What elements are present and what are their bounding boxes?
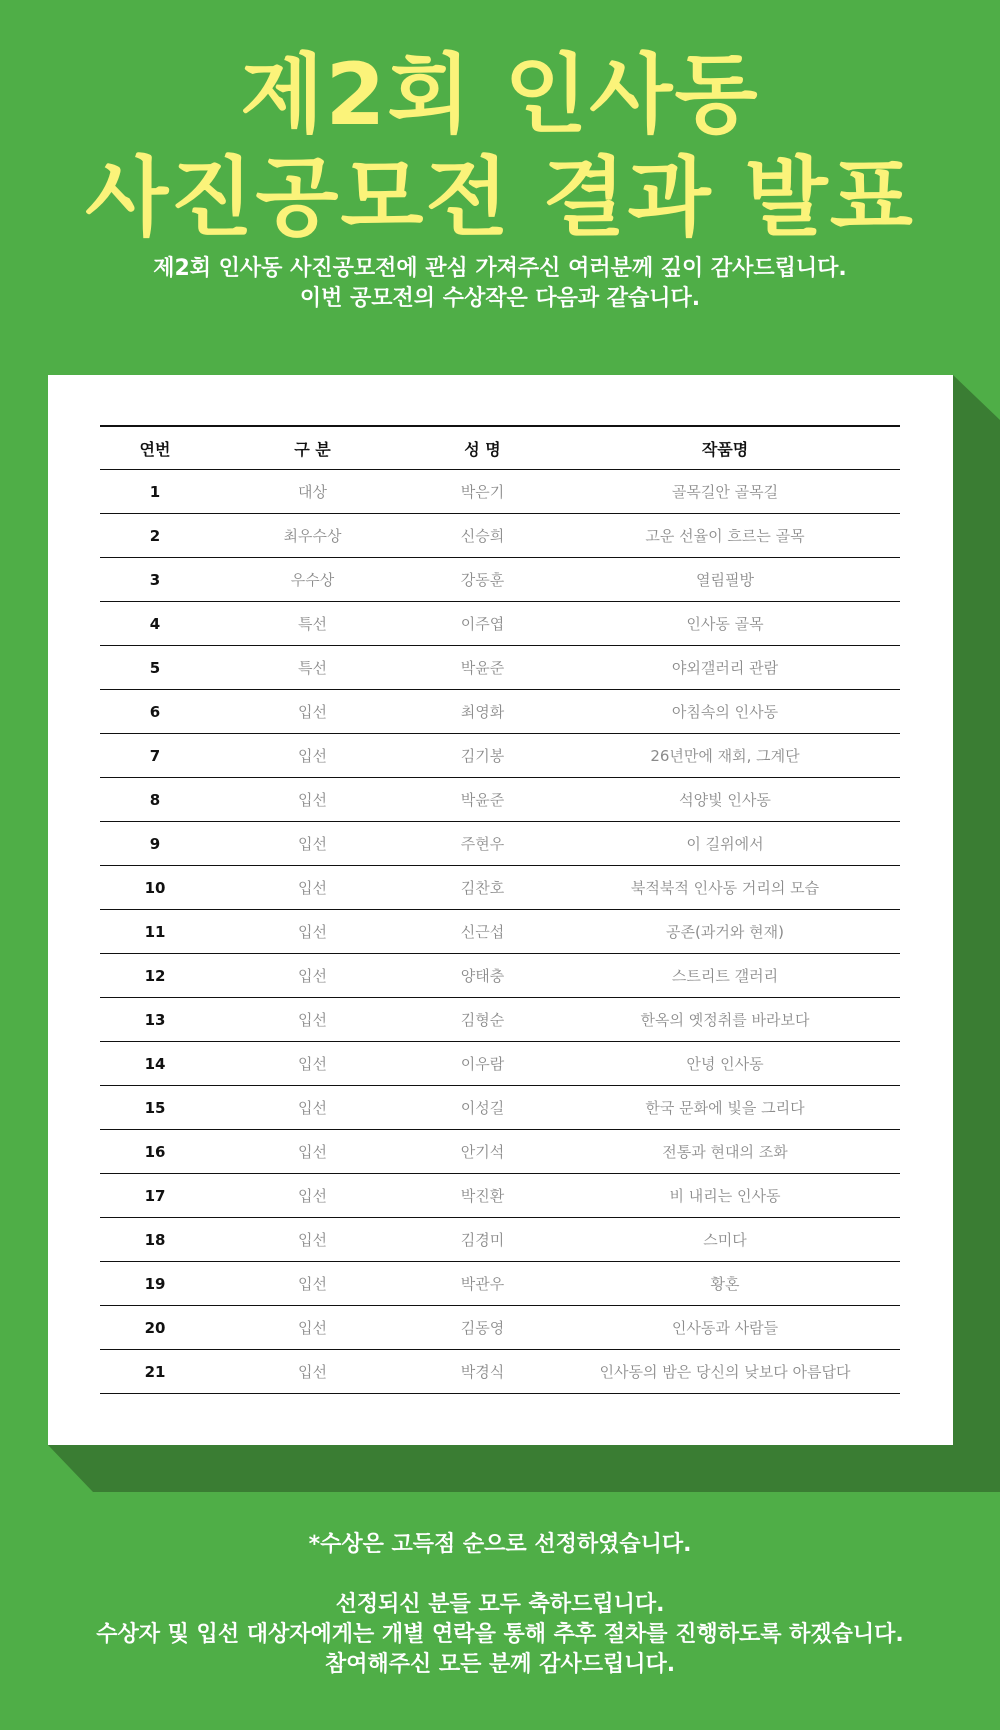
cell-title: 한옥의 옛정취를 바라보다 [550, 998, 900, 1042]
cell-category: 입선 [210, 1086, 415, 1130]
cell-title: 북적북적 인사동 거리의 모습 [550, 866, 900, 910]
cell-no: 12 [100, 954, 210, 998]
cell-category: 입선 [210, 1042, 415, 1086]
cell-title: 공존(과거와 현재) [550, 910, 900, 954]
cell-name: 양태충 [415, 954, 550, 998]
cell-no: 7 [100, 734, 210, 778]
cell-name: 김동영 [415, 1306, 550, 1350]
cell-category: 입선 [210, 1130, 415, 1174]
cell-name: 박윤준 [415, 646, 550, 690]
cell-no: 9 [100, 822, 210, 866]
cell-no: 8 [100, 778, 210, 822]
cell-name: 박윤준 [415, 778, 550, 822]
subtitle [0, 254, 1000, 314]
cell-no: 4 [100, 602, 210, 646]
cell-title: 아침속의 인사동 [550, 690, 900, 734]
table-body [100, 470, 900, 1394]
table-row [100, 690, 900, 734]
cell-no: 11 [100, 910, 210, 954]
cell-no: 10 [100, 866, 210, 910]
cell-category: 특선 [210, 602, 415, 646]
table-row [100, 1350, 900, 1394]
cell-title: 전통과 현대의 조화 [550, 1130, 900, 1174]
cell-category: 입선 [210, 822, 415, 866]
results-table [100, 425, 900, 1394]
footer-line2: 수상자 및 입선 대상자에게는 개별 연락을 통해 추후 절차를 진행하도록 하겠습니다. [96, 1622, 904, 1647]
header-no: 연번 [100, 426, 210, 470]
table-row [100, 1042, 900, 1086]
results-card [48, 375, 953, 1445]
page-title-line2: 사진공모전 결과 발표 [85, 148, 915, 248]
table-row [100, 778, 900, 822]
cell-name: 박관우 [415, 1262, 550, 1306]
table-row [100, 1262, 900, 1306]
cell-name: 김형순 [415, 998, 550, 1042]
table-row [100, 954, 900, 998]
cell-no: 20 [100, 1306, 210, 1350]
table-row [100, 1306, 900, 1350]
table-row [100, 646, 900, 690]
table-row [100, 470, 900, 514]
cell-category: 입선 [210, 998, 415, 1042]
cell-title: 26년만에 재회, 그계단 [550, 734, 900, 778]
cell-category: 입선 [210, 1218, 415, 1262]
cell-name: 신승희 [415, 514, 550, 558]
cell-category: 입선 [210, 1174, 415, 1218]
subtitle-line2: 이번 공모전의 수상작은 다음과 같습니다. [299, 286, 701, 311]
cell-no: 15 [100, 1086, 210, 1130]
cell-category: 입선 [210, 1262, 415, 1306]
cell-name: 김경미 [415, 1218, 550, 1262]
table-row [100, 514, 900, 558]
cell-category: 입선 [210, 1306, 415, 1350]
cell-title: 안녕 인사동 [550, 1042, 900, 1086]
page-title-line1: 제2회 인사동 [240, 45, 760, 145]
cell-name: 박경식 [415, 1350, 550, 1394]
cell-title: 인사동 골목 [550, 602, 900, 646]
cell-name: 주현우 [415, 822, 550, 866]
cell-title: 황혼 [550, 1262, 900, 1306]
table-row [100, 558, 900, 602]
header-title: 작품명 [550, 426, 900, 470]
cell-title: 스미다 [550, 1218, 900, 1262]
cell-title: 스트리트 갤러리 [550, 954, 900, 998]
table-row [100, 1218, 900, 1262]
table-row [100, 734, 900, 778]
cell-no: 18 [100, 1218, 210, 1262]
cell-title: 한국 문화에 빛을 그리다 [550, 1086, 900, 1130]
cell-no: 1 [100, 470, 210, 514]
cell-title: 인사동과 사람들 [550, 1306, 900, 1350]
cell-title: 고운 선율이 흐르는 골목 [550, 514, 900, 558]
cell-category: 입선 [210, 734, 415, 778]
cell-name: 강동훈 [415, 558, 550, 602]
cell-name: 안기석 [415, 1130, 550, 1174]
footer-message [0, 1590, 1000, 1680]
cell-category: 입선 [210, 954, 415, 998]
cell-name: 이우람 [415, 1042, 550, 1086]
cell-category: 입선 [210, 910, 415, 954]
cell-category: 우수상 [210, 558, 415, 602]
footer-note: *수상은 고득점 순으로 선정하였습니다. [308, 1532, 692, 1557]
cell-category: 입선 [210, 778, 415, 822]
subtitle-line1: 제2회 인사동 사진공모전에 관심 가져주신 여러분께 깊이 감사드립니다. [153, 256, 847, 281]
cell-no: 16 [100, 1130, 210, 1174]
cell-no: 5 [100, 646, 210, 690]
cell-name: 최영화 [415, 690, 550, 734]
table-row [100, 822, 900, 866]
cell-title: 석양빛 인사동 [550, 778, 900, 822]
table-row [100, 866, 900, 910]
cell-title: 인사동의 밤은 당신의 낮보다 아름답다 [550, 1350, 900, 1394]
cell-name: 이성길 [415, 1086, 550, 1130]
cell-no: 6 [100, 690, 210, 734]
cell-name: 김기봉 [415, 734, 550, 778]
cell-category: 입선 [210, 690, 415, 734]
table-row [100, 602, 900, 646]
cell-no: 19 [100, 1262, 210, 1306]
header-name: 성 명 [415, 426, 550, 470]
cell-no: 14 [100, 1042, 210, 1086]
cell-category: 특선 [210, 646, 415, 690]
cell-no: 3 [100, 558, 210, 602]
cell-title: 야외갤러리 관람 [550, 646, 900, 690]
table-row [100, 910, 900, 954]
header-category: 구 분 [210, 426, 415, 470]
cell-name: 신근섭 [415, 910, 550, 954]
cell-category: 입선 [210, 1350, 415, 1394]
cell-name: 박은기 [415, 470, 550, 514]
cell-title: 이 길위에서 [550, 822, 900, 866]
cell-name: 이주엽 [415, 602, 550, 646]
cell-title: 골목길안 골목길 [550, 470, 900, 514]
footer-line1: 선정되신 분들 모두 축하드립니다. [335, 1592, 665, 1617]
table-row [100, 1086, 900, 1130]
cell-category: 입선 [210, 866, 415, 910]
cell-no: 17 [100, 1174, 210, 1218]
cell-category: 대상 [210, 470, 415, 514]
cell-no: 21 [100, 1350, 210, 1394]
table-header-row [100, 426, 900, 470]
table-row [100, 1174, 900, 1218]
cell-title: 열림필방 [550, 558, 900, 602]
cell-category: 최우수상 [210, 514, 415, 558]
cell-title: 비 내리는 인사동 [550, 1174, 900, 1218]
cell-no: 13 [100, 998, 210, 1042]
cell-name: 박진환 [415, 1174, 550, 1218]
table-row [100, 1130, 900, 1174]
cell-no: 2 [100, 514, 210, 558]
cell-name: 김찬호 [415, 866, 550, 910]
table-row [100, 998, 900, 1042]
footer-line3: 참여해주신 모든 분께 감사드립니다. [324, 1652, 676, 1677]
